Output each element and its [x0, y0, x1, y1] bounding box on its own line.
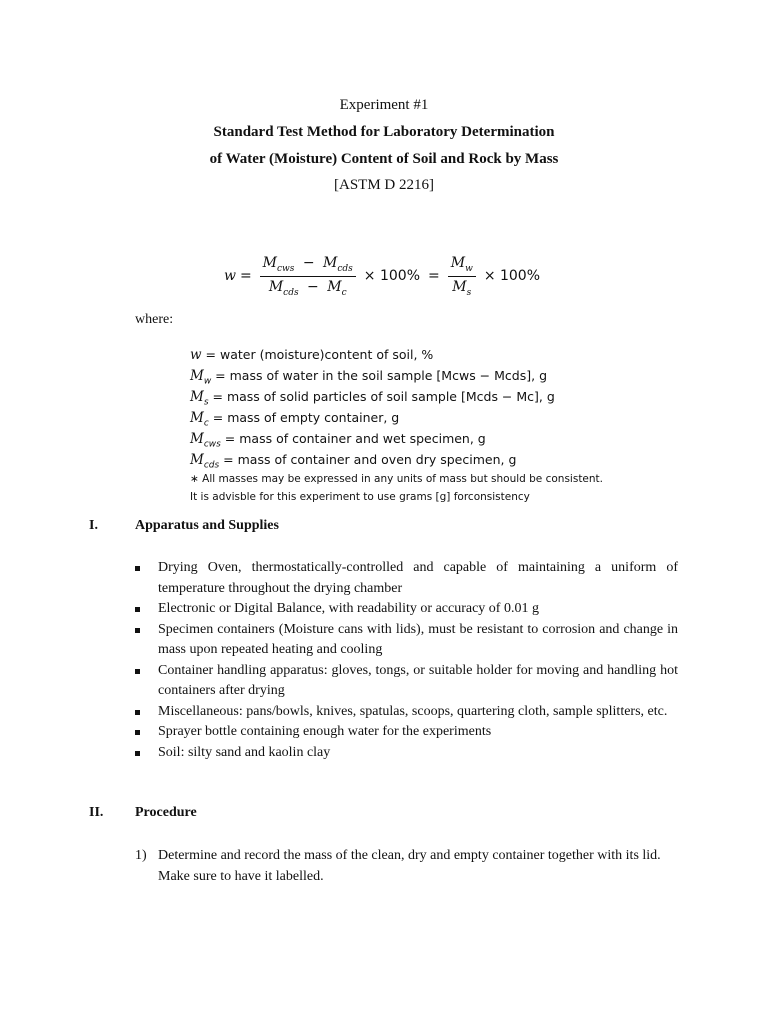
- list-item: Soil: silty sand and kaolin clay: [135, 743, 678, 764]
- list-item: Specimen containers (Moisture cans with lids), must be resistant to corrosion and change in mass upon repeated heating and cooling: [135, 620, 678, 661]
- bullet-icon: [135, 751, 140, 756]
- bullet-icon: [135, 566, 140, 571]
- units-note-2: It is advisble for this experiment to use grams [g] forconsistency: [190, 491, 530, 503]
- apparatus-list: [135, 558, 678, 763]
- list-item: Container handling apparatus: gloves, tongs, or suitable holder for moving and handling hot containers after drying: [135, 661, 678, 702]
- list-item: Miscellaneous: pans/bowls, knives, spatulas, scoops, quartering cloth, sample splitters, etc.: [135, 702, 678, 723]
- bullet-icon: [135, 669, 140, 674]
- variable-definitions: [190, 344, 603, 506]
- bullet-icon: [135, 730, 140, 735]
- bullet-icon: [135, 710, 140, 715]
- where-label: where:: [135, 312, 174, 327]
- section-1-number: I.: [89, 518, 98, 533]
- step-number: 1): [135, 848, 147, 863]
- definition-mcws: $M_{cws}$ = mass of container and wet specimen, g: [190, 431, 486, 450]
- bullet-icon: [135, 607, 140, 612]
- procedure-step-1: [135, 845, 680, 887]
- list-item: Electronic or Digital Balance, with readability or accuracy of 0.01 g: [135, 599, 678, 620]
- title-line-2: of Water (Moisture) Content of Soil and Rock by Mass: [209, 151, 559, 167]
- formula-equals-1: =: [239, 268, 252, 285]
- section-1-title: Apparatus and Supplies: [135, 518, 279, 533]
- formula-equals-2: =: [428, 268, 440, 285]
- title-line-1: Standard Test Method for Laboratory Determination: [213, 124, 555, 140]
- bullet-icon: [135, 628, 140, 633]
- list-item: Drying Oven, thermostatically-controlled and capable of maintaining a uniform of temperature throughout the drying chamber: [135, 558, 678, 599]
- fraction-1-denominator: $M_{cds} - M_c$: [268, 278, 347, 298]
- units-note-1: ∗ All masses may be expressed in any units of mass but should be consistent.: [190, 473, 604, 485]
- formula-times-percent-2: × 100%: [483, 268, 541, 285]
- formula-times-percent-1: × 100%: [363, 268, 421, 285]
- fraction-1-numerator: $M_{cws} - M_{cds}$: [260, 255, 356, 277]
- experiment-number: Experiment #1: [339, 97, 429, 113]
- list-item: Sprayer bottle containing enough water for the experiments: [135, 722, 678, 743]
- formula-fraction-2: [448, 255, 476, 298]
- step-text: Determine and record the mass of the clean, dry and empty container together with its lid. Make sure to have it labelled.: [158, 848, 661, 884]
- definition-mcds: $M_{cds}$ = mass of container and oven dry specimen, g: [190, 452, 517, 471]
- standard-reference: [ASTM D 2216]: [334, 177, 434, 193]
- fraction-2-numerator: $M_w$: [448, 255, 476, 277]
- definition-ms: $M_s$ = mass of solid particles of soil sample [Mcds − Mc], g: [190, 389, 555, 408]
- section-2-title: Procedure: [135, 805, 197, 820]
- definition-w: w = water (moisture)content of soil, %: [190, 347, 434, 363]
- formula-fraction-1: [260, 255, 356, 298]
- section-2-number: II.: [89, 805, 104, 820]
- definition-mc: $M_c$ = mass of empty container, g: [190, 410, 400, 429]
- moisture-content-formula: [0, 255, 768, 298]
- definition-mw: $M_w$ = mass of water in the soil sample [Mcws − Mcds], g: [190, 368, 547, 387]
- fraction-2-denominator: $M_s$: [452, 278, 472, 298]
- formula-lhs: w: [223, 268, 236, 285]
